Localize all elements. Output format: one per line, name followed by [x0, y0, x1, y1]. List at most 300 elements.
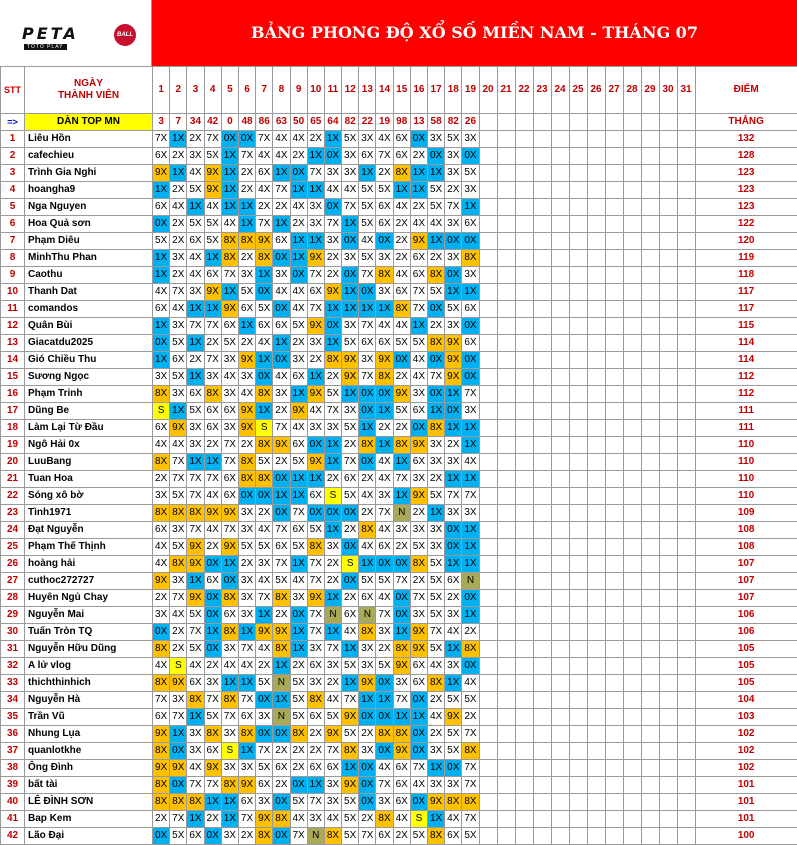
row-day-cell-empty[interactable]: [641, 743, 659, 760]
row-day-cell-empty[interactable]: [587, 148, 605, 165]
row-day-cell-empty[interactable]: [497, 624, 515, 641]
row-day-cell-empty[interactable]: [569, 811, 587, 828]
row-day-cell[interactable]: 9X: [342, 709, 359, 726]
row-day-cell[interactable]: 8X: [376, 267, 393, 284]
row-day-cell-empty[interactable]: [569, 250, 587, 267]
row-day-cell[interactable]: 6X: [256, 318, 273, 335]
member-row[interactable]: [1, 590, 797, 607]
row-day-cell[interactable]: 7X: [187, 488, 204, 505]
row-day-cell-empty[interactable]: [551, 726, 569, 743]
row-day-cell-empty[interactable]: [677, 709, 695, 726]
dan-value[interactable]: 7: [170, 114, 187, 131]
header-day[interactable]: 24: [551, 67, 569, 114]
row-day-cell-empty[interactable]: [479, 692, 497, 709]
row-day-cell-empty[interactable]: [569, 301, 587, 318]
row-day-cell[interactable]: 3X: [273, 386, 290, 403]
row-day-cell[interactable]: 4X: [256, 148, 273, 165]
row-day-cell[interactable]: 4X: [238, 386, 255, 403]
row-day-cell-empty[interactable]: [659, 403, 677, 420]
row-day-cell[interactable]: 0X: [256, 488, 273, 505]
row-day-cell[interactable]: 4X: [376, 454, 393, 471]
row-day-cell[interactable]: 3X: [153, 369, 170, 386]
row-day-cell[interactable]: 9X: [187, 590, 204, 607]
row-day-cell-empty[interactable]: [515, 556, 533, 573]
row-day-cell-empty[interactable]: [533, 352, 551, 369]
row-day-cell-empty[interactable]: [677, 607, 695, 624]
row-member-name[interactable]: Trình Gia Nghi: [25, 165, 153, 182]
row-day-cell[interactable]: 0X: [359, 777, 376, 794]
row-day-cell[interactable]: 3X: [445, 658, 462, 675]
row-day-cell[interactable]: 2X: [324, 250, 341, 267]
row-day-cell[interactable]: 7X: [256, 131, 273, 148]
row-day-cell[interactable]: 7X: [307, 794, 324, 811]
row-day-cell[interactable]: 2X: [238, 165, 255, 182]
row-day-cell[interactable]: 2X: [153, 471, 170, 488]
row-day-cell[interactable]: 6X: [393, 284, 410, 301]
row-day-cell[interactable]: 1X: [273, 692, 290, 709]
row-member-name[interactable]: Lão Đại: [25, 828, 153, 845]
row-day-cell[interactable]: 3X: [221, 828, 238, 845]
row-day-cell[interactable]: 1X: [324, 590, 341, 607]
row-day-cell-empty[interactable]: [587, 403, 605, 420]
row-day-cell[interactable]: 6X: [187, 828, 204, 845]
row-day-cell[interactable]: 4X: [359, 233, 376, 250]
row-day-cell[interactable]: 0X: [273, 471, 290, 488]
row-day-cell-empty[interactable]: [551, 675, 569, 692]
member-row[interactable]: [1, 386, 797, 403]
row-day-cell[interactable]: 4X: [445, 811, 462, 828]
row-day-cell[interactable]: 6X: [221, 403, 238, 420]
row-day-cell[interactable]: 5X: [342, 335, 359, 352]
row-day-cell-empty[interactable]: [479, 590, 497, 607]
row-day-cell[interactable]: 7X: [342, 692, 359, 709]
row-day-cell[interactable]: 8X: [342, 743, 359, 760]
row-day-cell[interactable]: 8X: [393, 437, 410, 454]
row-day-cell[interactable]: 0X: [290, 607, 307, 624]
row-day-cell-empty[interactable]: [587, 165, 605, 182]
row-day-cell-empty[interactable]: [479, 777, 497, 794]
row-day-cell[interactable]: 3X: [376, 794, 393, 811]
row-member-name[interactable]: Huyên Ngủ Chay: [25, 590, 153, 607]
row-day-cell[interactable]: 0X: [273, 352, 290, 369]
row-day-cell[interactable]: 1X: [187, 573, 204, 590]
row-day-cell[interactable]: 4X: [376, 131, 393, 148]
row-day-cell-empty[interactable]: [515, 607, 533, 624]
row-day-cell-empty[interactable]: [641, 811, 659, 828]
row-day-cell-empty[interactable]: [641, 828, 659, 845]
row-day-cell[interactable]: 8X: [462, 250, 479, 267]
row-day-cell[interactable]: 3X: [393, 675, 410, 692]
row-day-cell[interactable]: 3X: [290, 590, 307, 607]
row-day-cell-empty[interactable]: [551, 216, 569, 233]
row-day-cell-empty[interactable]: [587, 250, 605, 267]
row-day-cell-empty[interactable]: [641, 131, 659, 148]
row-day-cell[interactable]: 7X: [221, 522, 238, 539]
row-day-cell[interactable]: 9X: [238, 777, 255, 794]
row-day-cell-empty[interactable]: [605, 743, 623, 760]
row-day-cell[interactable]: 0X: [342, 233, 359, 250]
row-day-cell[interactable]: 6X: [204, 267, 221, 284]
row-day-cell[interactable]: 3X: [273, 267, 290, 284]
row-day-cell-empty[interactable]: [533, 726, 551, 743]
row-day-cell[interactable]: 6X: [410, 658, 427, 675]
row-member-name[interactable]: Phạm Trinh: [25, 386, 153, 403]
row-day-cell[interactable]: 4X: [428, 709, 445, 726]
row-day-cell[interactable]: 7X: [342, 199, 359, 216]
row-day-cell[interactable]: 1X: [187, 811, 204, 828]
row-day-cell-empty[interactable]: [515, 267, 533, 284]
row-day-cell[interactable]: 0X: [393, 352, 410, 369]
row-day-cell[interactable]: 5X: [376, 573, 393, 590]
row-day-cell-empty[interactable]: [569, 148, 587, 165]
row-day-cell-empty[interactable]: [551, 182, 569, 199]
row-day-cell-empty[interactable]: [605, 760, 623, 777]
row-day-cell-empty[interactable]: [533, 403, 551, 420]
row-member-name[interactable]: Tuan Hoa: [25, 471, 153, 488]
dan-value[interactable]: 82: [342, 114, 359, 131]
row-day-cell[interactable]: 9X: [307, 454, 324, 471]
row-day-cell-empty[interactable]: [497, 505, 515, 522]
row-day-cell-empty[interactable]: [623, 760, 641, 777]
row-day-cell-empty[interactable]: [641, 505, 659, 522]
row-day-cell[interactable]: 2X: [290, 148, 307, 165]
row-day-cell[interactable]: 4X: [256, 641, 273, 658]
row-day-cell[interactable]: 3X: [428, 131, 445, 148]
row-day-cell[interactable]: 6X: [445, 828, 462, 845]
row-day-cell[interactable]: 8X: [376, 369, 393, 386]
row-day-cell[interactable]: 4X: [256, 335, 273, 352]
row-day-cell-empty[interactable]: [479, 335, 497, 352]
header-day[interactable]: 2: [170, 67, 187, 114]
row-day-cell-empty[interactable]: [677, 352, 695, 369]
row-day-cell[interactable]: 3X: [221, 352, 238, 369]
row-day-cell-empty[interactable]: [515, 624, 533, 641]
row-day-cell[interactable]: 1X: [187, 454, 204, 471]
row-day-cell[interactable]: 1X: [290, 624, 307, 641]
row-day-cell[interactable]: 3X: [221, 726, 238, 743]
row-day-cell-empty[interactable]: [569, 590, 587, 607]
row-day-cell-empty[interactable]: [533, 692, 551, 709]
row-day-cell[interactable]: 5X: [238, 539, 255, 556]
row-day-cell[interactable]: 8X: [221, 692, 238, 709]
row-day-cell[interactable]: 9X: [393, 658, 410, 675]
dan-value[interactable]: [659, 114, 677, 131]
row-day-cell[interactable]: 1X: [445, 420, 462, 437]
row-day-cell[interactable]: 9X: [221, 301, 238, 318]
row-day-cell-empty[interactable]: [515, 250, 533, 267]
row-day-cell[interactable]: 1X: [221, 556, 238, 573]
row-day-cell[interactable]: 1X: [428, 505, 445, 522]
row-day-cell[interactable]: 4X: [170, 437, 187, 454]
row-day-cell-empty[interactable]: [587, 641, 605, 658]
member-row[interactable]: [1, 726, 797, 743]
row-day-cell[interactable]: 3X: [376, 250, 393, 267]
row-day-cell[interactable]: 8X: [359, 522, 376, 539]
row-day-cell-empty[interactable]: [515, 454, 533, 471]
row-day-cell-empty[interactable]: [605, 318, 623, 335]
member-row[interactable]: [1, 607, 797, 624]
row-day-cell-empty[interactable]: [659, 301, 677, 318]
row-day-cell[interactable]: 0X: [238, 488, 255, 505]
row-day-cell[interactable]: 7X: [170, 811, 187, 828]
row-day-cell[interactable]: 3X: [324, 420, 341, 437]
row-day-cell[interactable]: 5X: [273, 573, 290, 590]
row-day-cell-empty[interactable]: [605, 675, 623, 692]
row-day-cell-empty[interactable]: [605, 488, 623, 505]
row-member-name[interactable]: Gió Chiều Thu: [25, 352, 153, 369]
row-day-cell[interactable]: 7X: [273, 556, 290, 573]
row-day-cell-empty[interactable]: [659, 777, 677, 794]
row-day-cell-empty[interactable]: [551, 267, 569, 284]
row-day-cell-empty[interactable]: [677, 726, 695, 743]
row-day-cell[interactable]: 1X: [410, 709, 427, 726]
row-member-name[interactable]: Bap Kem: [25, 811, 153, 828]
row-day-cell[interactable]: 9X: [170, 420, 187, 437]
row-day-cell[interactable]: 1X: [238, 216, 255, 233]
member-row[interactable]: [1, 403, 797, 420]
row-day-cell-empty[interactable]: [605, 539, 623, 556]
row-day-cell[interactable]: 3X: [256, 556, 273, 573]
row-day-cell[interactable]: 0X: [393, 607, 410, 624]
row-day-cell-empty[interactable]: [659, 165, 677, 182]
row-day-cell-empty[interactable]: [623, 301, 641, 318]
member-row[interactable]: [1, 284, 797, 301]
row-day-cell-empty[interactable]: [623, 624, 641, 641]
row-member-name[interactable]: Ông Đình: [25, 760, 153, 777]
row-day-cell[interactable]: 5X: [342, 828, 359, 845]
row-day-cell[interactable]: 6X: [221, 607, 238, 624]
row-day-cell[interactable]: 3X: [187, 726, 204, 743]
row-member-name[interactable]: MinhThu Phan: [25, 250, 153, 267]
member-row[interactable]: [1, 216, 797, 233]
row-day-cell-empty[interactable]: [479, 352, 497, 369]
member-row[interactable]: [1, 505, 797, 522]
row-day-cell[interactable]: 3X: [307, 420, 324, 437]
row-day-cell[interactable]: 3X: [170, 522, 187, 539]
header-day[interactable]: 26: [587, 67, 605, 114]
row-day-cell-empty[interactable]: [497, 607, 515, 624]
row-day-cell[interactable]: 6X: [393, 794, 410, 811]
row-day-cell[interactable]: 7X: [359, 318, 376, 335]
row-day-cell[interactable]: 2X: [238, 556, 255, 573]
header-day[interactable]: 3: [187, 67, 204, 114]
row-day-cell[interactable]: 4X: [393, 199, 410, 216]
row-day-cell-empty[interactable]: [641, 301, 659, 318]
member-row[interactable]: [1, 675, 797, 692]
row-day-cell-empty[interactable]: [587, 522, 605, 539]
row-day-cell-empty[interactable]: [659, 505, 677, 522]
row-day-cell[interactable]: 7X: [307, 556, 324, 573]
row-day-cell[interactable]: 5X: [256, 454, 273, 471]
row-day-cell-empty[interactable]: [533, 760, 551, 777]
row-day-cell[interactable]: 9X: [238, 403, 255, 420]
row-day-cell[interactable]: 7X: [342, 454, 359, 471]
row-day-cell[interactable]: 3X: [307, 216, 324, 233]
row-day-cell[interactable]: 8X: [204, 726, 221, 743]
row-day-cell[interactable]: 9X: [359, 675, 376, 692]
row-day-cell[interactable]: 8X: [324, 828, 341, 845]
row-day-cell-empty[interactable]: [659, 658, 677, 675]
row-day-cell-empty[interactable]: [551, 488, 569, 505]
row-day-cell[interactable]: 2X: [393, 420, 410, 437]
row-day-cell[interactable]: 5X: [290, 692, 307, 709]
row-day-cell-empty[interactable]: [587, 675, 605, 692]
row-day-cell[interactable]: 8X: [324, 352, 341, 369]
row-day-cell[interactable]: 2X: [238, 828, 255, 845]
row-day-cell-empty[interactable]: [497, 777, 515, 794]
row-day-cell[interactable]: 1X: [342, 301, 359, 318]
row-day-cell-empty[interactable]: [551, 590, 569, 607]
row-day-cell[interactable]: 0X: [376, 386, 393, 403]
header-score[interactable]: ĐIỂM: [695, 67, 797, 114]
row-day-cell[interactable]: 1X: [256, 403, 273, 420]
row-day-cell-empty[interactable]: [641, 182, 659, 199]
row-day-cell-empty[interactable]: [569, 131, 587, 148]
row-day-cell-empty[interactable]: [587, 658, 605, 675]
row-day-cell[interactable]: 6X: [273, 318, 290, 335]
row-day-cell[interactable]: 3X: [324, 794, 341, 811]
row-day-cell[interactable]: 9X: [238, 420, 255, 437]
row-day-cell[interactable]: 7X: [153, 692, 170, 709]
row-day-cell[interactable]: 0X: [204, 590, 221, 607]
row-day-cell[interactable]: 4X: [170, 607, 187, 624]
row-day-cell[interactable]: N: [307, 828, 324, 845]
row-day-cell-empty[interactable]: [479, 505, 497, 522]
row-day-cell[interactable]: 3X: [307, 675, 324, 692]
row-day-cell[interactable]: 1X: [238, 199, 255, 216]
row-day-cell-empty[interactable]: [641, 522, 659, 539]
row-day-cell[interactable]: N: [273, 709, 290, 726]
row-day-cell[interactable]: 8X: [307, 692, 324, 709]
row-day-cell-empty[interactable]: [569, 352, 587, 369]
row-day-cell-empty[interactable]: [533, 488, 551, 505]
row-day-cell[interactable]: 1X: [324, 437, 341, 454]
row-day-cell-empty[interactable]: [479, 607, 497, 624]
row-day-cell-empty[interactable]: [551, 573, 569, 590]
row-day-cell-empty[interactable]: [551, 301, 569, 318]
row-day-cell[interactable]: 4X: [462, 454, 479, 471]
row-day-cell[interactable]: 0X: [359, 794, 376, 811]
header-day[interactable]: 1: [153, 67, 170, 114]
row-day-cell[interactable]: 2X: [393, 216, 410, 233]
row-day-cell[interactable]: 6X: [221, 318, 238, 335]
row-day-cell-empty[interactable]: [659, 352, 677, 369]
row-day-cell-empty[interactable]: [605, 658, 623, 675]
row-day-cell[interactable]: 8X: [256, 471, 273, 488]
row-day-cell[interactable]: 7X: [170, 590, 187, 607]
row-day-cell-empty[interactable]: [659, 675, 677, 692]
row-day-cell[interactable]: 1X: [307, 148, 324, 165]
row-day-cell-empty[interactable]: [479, 216, 497, 233]
row-day-cell[interactable]: 6X: [359, 590, 376, 607]
row-day-cell-empty[interactable]: [479, 131, 497, 148]
row-day-cell[interactable]: 5X: [410, 335, 427, 352]
row-day-cell-empty[interactable]: [479, 403, 497, 420]
row-day-cell-empty[interactable]: [497, 165, 515, 182]
row-day-cell[interactable]: 0X: [410, 726, 427, 743]
row-day-cell[interactable]: 6X: [273, 539, 290, 556]
row-day-cell[interactable]: 9X: [342, 352, 359, 369]
row-day-cell-empty[interactable]: [569, 216, 587, 233]
row-day-cell-empty[interactable]: [479, 675, 497, 692]
member-row[interactable]: [1, 488, 797, 505]
row-day-cell[interactable]: 1X: [359, 301, 376, 318]
row-day-cell[interactable]: 1X: [462, 539, 479, 556]
row-member-name[interactable]: Nguyễn Mai: [25, 607, 153, 624]
row-day-cell-empty[interactable]: [659, 216, 677, 233]
row-day-cell[interactable]: 9X: [445, 709, 462, 726]
row-day-cell[interactable]: 1X: [204, 794, 221, 811]
row-day-cell[interactable]: 5X: [290, 675, 307, 692]
row-day-cell[interactable]: 5X: [342, 131, 359, 148]
row-day-cell[interactable]: 7X: [221, 267, 238, 284]
row-day-cell-empty[interactable]: [623, 233, 641, 250]
row-day-cell-empty[interactable]: [641, 403, 659, 420]
row-day-cell[interactable]: 9X: [410, 233, 427, 250]
row-day-cell[interactable]: 9X: [221, 505, 238, 522]
row-day-cell-empty[interactable]: [677, 777, 695, 794]
row-day-cell[interactable]: 8X: [187, 692, 204, 709]
row-day-cell[interactable]: 7X: [324, 216, 341, 233]
row-day-cell[interactable]: 3X: [324, 539, 341, 556]
row-day-cell-empty[interactable]: [641, 250, 659, 267]
row-day-cell-empty[interactable]: [551, 692, 569, 709]
row-day-cell-empty[interactable]: [515, 165, 533, 182]
row-day-cell[interactable]: 3X: [410, 471, 427, 488]
row-day-cell-empty[interactable]: [587, 556, 605, 573]
row-day-cell-empty[interactable]: [497, 335, 515, 352]
row-day-cell[interactable]: 7X: [221, 454, 238, 471]
row-day-cell-empty[interactable]: [533, 709, 551, 726]
row-day-cell[interactable]: 6X: [307, 488, 324, 505]
row-day-cell[interactable]: 4X: [290, 420, 307, 437]
row-day-cell-empty[interactable]: [479, 624, 497, 641]
row-day-cell[interactable]: 0X: [428, 301, 445, 318]
row-day-cell[interactable]: 0X: [324, 318, 341, 335]
row-day-cell[interactable]: 0X: [324, 505, 341, 522]
row-day-cell[interactable]: 3X: [221, 760, 238, 777]
row-day-cell[interactable]: 5X: [187, 607, 204, 624]
row-day-cell[interactable]: N: [462, 573, 479, 590]
row-day-cell-empty[interactable]: [605, 590, 623, 607]
row-day-cell-empty[interactable]: [587, 590, 605, 607]
dan-value[interactable]: 42: [204, 114, 221, 131]
member-row[interactable]: [1, 199, 797, 216]
member-row[interactable]: [1, 828, 797, 845]
row-day-cell-empty[interactable]: [641, 318, 659, 335]
row-day-cell-empty[interactable]: [623, 522, 641, 539]
dan-value[interactable]: 82: [445, 114, 462, 131]
row-day-cell[interactable]: N: [324, 607, 341, 624]
row-member-name[interactable]: Sương Ngọc: [25, 369, 153, 386]
row-day-cell[interactable]: 9X: [410, 488, 427, 505]
row-day-cell[interactable]: 7X: [307, 165, 324, 182]
row-day-cell-empty[interactable]: [659, 743, 677, 760]
row-day-cell[interactable]: 4X: [273, 148, 290, 165]
row-day-cell[interactable]: 0X: [324, 148, 341, 165]
row-day-cell-empty[interactable]: [587, 267, 605, 284]
member-row[interactable]: [1, 777, 797, 794]
row-day-cell[interactable]: 0X: [273, 828, 290, 845]
row-day-cell-empty[interactable]: [479, 641, 497, 658]
row-day-cell[interactable]: 3X: [410, 607, 427, 624]
row-day-cell[interactable]: 2X: [410, 505, 427, 522]
member-row[interactable]: [1, 148, 797, 165]
row-day-cell[interactable]: 6X: [153, 148, 170, 165]
row-day-cell-empty[interactable]: [533, 743, 551, 760]
row-member-name[interactable]: LÊ ĐÌNH SƠN: [25, 794, 153, 811]
row-day-cell[interactable]: 4X: [273, 369, 290, 386]
